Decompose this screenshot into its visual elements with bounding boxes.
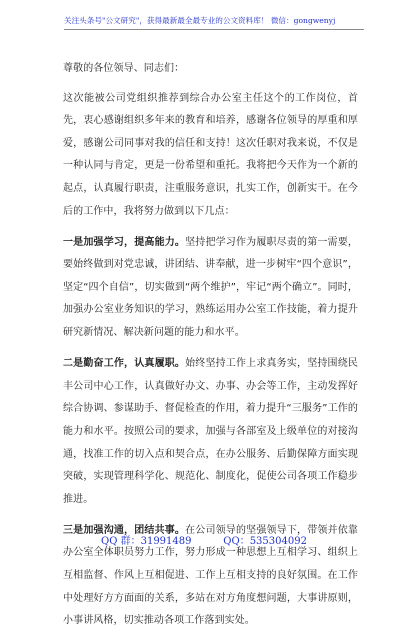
section-2-heading: 二是勤奋工作，认真履职。: [63, 358, 186, 370]
section-3-text: 在公司领导的坚强领导下，带领并依靠办公室全体职员努力工作，努力形成一种思想上互相学习、组织上互相监督、作风上互相促进、工作上互相支持的良好氛围。在工作中处理好方方面面的关系，多站在对方角度想问题，大事讲原则，小事讲风格，切实推动各项工作落到实处。: [63, 524, 359, 627]
paragraph-section-1: [63, 232, 358, 345]
document-body: [63, 58, 358, 641]
paragraph-section-2: [63, 353, 358, 511]
paragraph-intro: 这次能被公司党组织推荐到综合办公室主任这个的工作岗位，首先，衷心感谢组织多年来的教育和培养，感谢各位领导的厚重和厚爱，感谢公司同事对我的信任和支持！这次任职对我来说，不仅是一种认同与肯定，更是一份希望和重托。我将把今天作为一个新的起点，认真履行职责，注重服务意识，扎实工作，创新实干。在今后的工作中，我将努力做到以下几点：: [63, 92, 358, 217]
footer-qq-group: QQ 群：31991489: [101, 536, 192, 547]
section-3-heading: 三是加强沟通，团结共事。: [63, 524, 186, 536]
salutation: 尊敬的各位领导、同志们：: [63, 63, 185, 74]
section-2-text: 始终坚持工作上求真务实，坚持围绕民丰公司中心工作，认真做好办文、办事、办会等工作，主动发挥好综合协调、参谋助手、督促检查的作用，着力提升“三服务”工作的能力和水平。按照公司的要求，加强与各部室及上级单位的对接沟通，找准工作的切入点和契合点，在办公服务、后勤保障方面实现突破，实现管理科学化、规范化、制度化，促使公司各项工作稳步推进。: [63, 358, 359, 505]
footer-qq: QQ：535304092: [223, 536, 307, 547]
section-1-text: 坚持把学习作为履职尽责的第一需要，要始终做到对党忠诚，讲团结、讲奉献，进一步树牢“四个意识”，坚定“四个自信”，切实做到“两个维护”，牢记“两个确立”。同时，加强办公室业务知识的学习，熟练运用办公室工作技能，着力提升研究新情况、解决新问题的能力和水平。: [63, 236, 359, 339]
header-banner: 关注头条号"公文研究"，获得最新最全最专业的公文资料库！ 微信：gongwenyj: [64, 16, 364, 30]
section-1-heading: 一是加强学习，提高能力。: [63, 236, 186, 248]
footer-contact: [0, 532, 408, 547]
